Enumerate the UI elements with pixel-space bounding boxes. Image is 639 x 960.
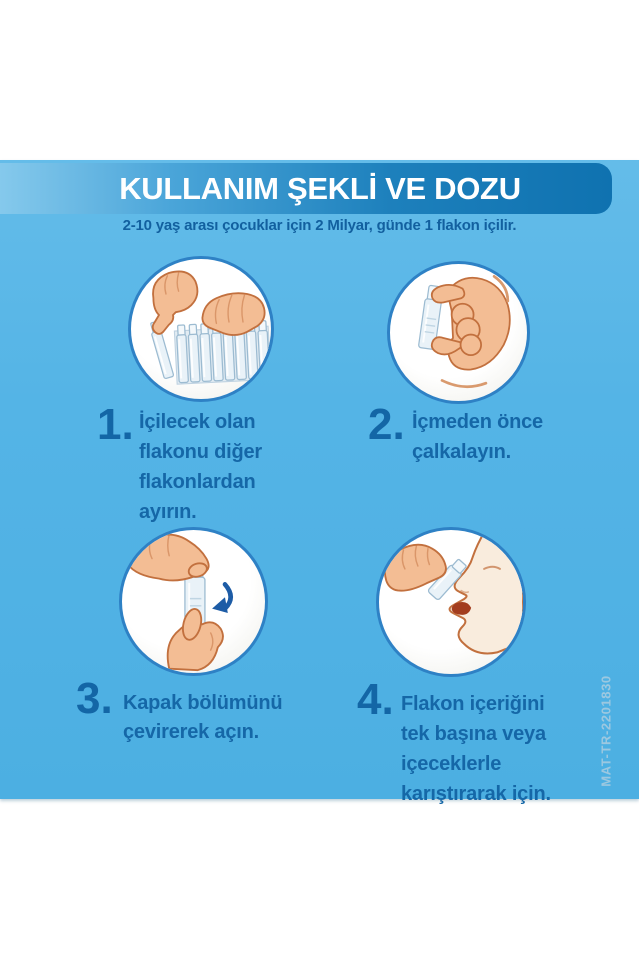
step-1-text-line: İçilecek olan [139,411,256,433]
shaking-hand-icon [432,278,510,370]
header-band [0,163,612,214]
step-3-text-line: çevirerek açın. [123,721,259,743]
step-2-text [412,407,543,467]
step-1-text-line: flakonu diğer [139,441,262,463]
upper-hand-icon [127,534,208,580]
step-4-text [401,689,551,809]
step-2-text-line: çalkalayın. [412,441,511,463]
hands-separating-vial-strip-icon [131,259,271,399]
step-4-number: 4. [357,675,394,724]
person-drinking-vial-icon [379,530,523,674]
step-4-text-line: karıştırarak için. [401,783,551,805]
hands-twisting-cap-icon [122,530,265,673]
step-2-text-line: İçmeden önce [412,411,543,433]
step-1-number: 1. [97,400,134,449]
dosage-subtitle: 2-10 yaş arası çocuklar için 2 Milyar, günde 1 flakon içilir. [122,217,517,234]
step-4-text-line: tek başına veya [401,723,546,745]
step-3-text [123,689,282,747]
page-title: KULLANIM ŞEKLİ VE DOZU [119,170,521,206]
step-4-text-line: içeceklerle [401,753,502,775]
step-1-text-line: flakonlardan [139,471,256,493]
step-2-illustration-circle [387,261,530,404]
step-2-number: 2. [368,400,405,449]
twist-arrow-icon [212,584,231,613]
lower-hand-icon [168,607,223,670]
material-code: MAT-TR-2201830 [598,675,614,787]
usage-instructions-card [0,160,639,805]
motion-arc-icon [442,380,486,386]
step-3-number: 3. [76,674,113,723]
step-1-text-line: ayırın. [139,501,197,523]
face-profile-icon [450,530,523,653]
step-1-illustration-circle [128,256,274,402]
step-3-text-line: Kapak bölümünü [123,692,283,714]
hand-shaking-vial-icon [390,264,527,401]
step-4-illustration-circle [376,527,526,677]
step-4-text-line: Flakon içeriğini [401,693,545,715]
step-1-text [139,407,262,527]
step-3-illustration-circle [119,527,268,676]
